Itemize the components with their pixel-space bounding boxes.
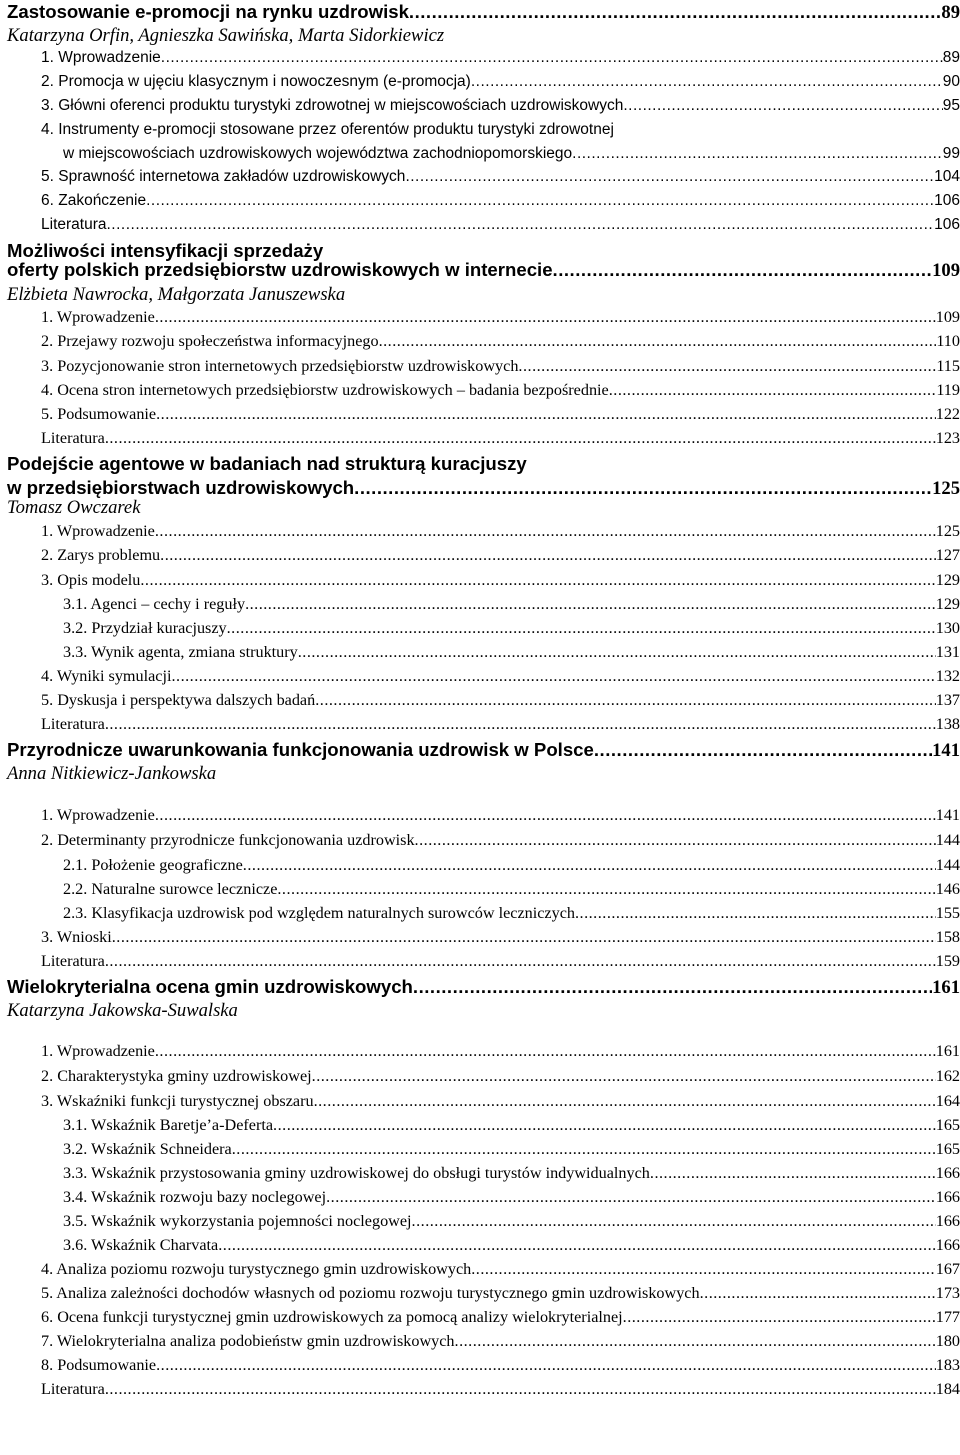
toc-subentry — [0, 594, 960, 614]
toc-entry — [0, 72, 960, 92]
toc-entry — [0, 331, 960, 351]
toc-subentry — [0, 1235, 960, 1255]
dot-leader — [218, 1235, 935, 1255]
dot-leader — [156, 404, 936, 424]
chapter-title-page-number: 109 — [932, 260, 960, 281]
toc-entry-page-number: 180 — [935, 1332, 960, 1350]
toc-entry-label: 5. Dyskusja i perspektywa dalszych badań — [41, 691, 316, 709]
dot-leader — [609, 380, 937, 400]
toc-subentry — [0, 879, 960, 899]
chapter-title-label: Możliwości intensyfikacji sprzedaży — [7, 240, 324, 261]
toc-entry-page-number: 90 — [942, 73, 960, 90]
dot-leader — [105, 951, 936, 971]
toc-entry — [0, 167, 960, 187]
chapter-authors — [0, 999, 960, 1023]
toc-entry — [0, 1307, 960, 1327]
toc-entry-page-number: 89 — [942, 49, 960, 66]
dot-leader — [156, 1355, 936, 1375]
toc-subentry-page-number: 131 — [935, 643, 960, 661]
toc-entry-label: 1. Wprowadzenie — [41, 1042, 155, 1060]
toc-entry-label: 3. Pozycjonowanie stron internetowych przedsiębiorstw uzdrowiskowych — [41, 357, 519, 375]
toc-entry-label: 4. Wyniki symulacji — [41, 667, 172, 685]
chapter-title — [0, 452, 960, 476]
toc-entry-label: 5. Analiza zależności dochodów własnych od poziomu rozwoju turystycznego gmin uzdrowiskowych — [41, 1284, 700, 1302]
toc-entry — [0, 666, 960, 686]
toc-entry — [0, 1331, 960, 1351]
toc-entry-page-number: 132 — [935, 667, 960, 685]
dot-leader — [455, 1331, 936, 1351]
toc-entry-page-number: 110 — [936, 332, 960, 350]
toc-entry-page-number: 173 — [935, 1284, 960, 1302]
toc-entry-page-number: 122 — [935, 405, 960, 423]
toc-entry — [0, 1355, 960, 1375]
dot-leader — [155, 805, 936, 825]
toc-entry-label: 6. Ocena funkcji turystycznej gmin uzdrowiskowych za pomocą analizy wielokryterialnej — [41, 1308, 623, 1326]
toc-entry — [0, 1091, 960, 1111]
toc-entry-page-number: 106 — [934, 216, 960, 233]
dot-leader — [155, 521, 936, 541]
chapter-title-label: Wielokryterialna ocena gmin uzdrowiskowych — [7, 976, 413, 997]
toc-subentry-label: 2.1. Położenie geograficzne — [63, 856, 243, 874]
dot-leader — [106, 215, 934, 235]
toc-subentry — [0, 1139, 960, 1159]
toc-entry-page-number: 158 — [935, 928, 960, 946]
toc-entry-page-number: 119 — [936, 381, 960, 399]
toc-entry-label: 4. Ocena stron internetowych przedsiębiorstw uzdrowiskowych – badania bezpośrednie — [41, 381, 609, 399]
toc-entry — [0, 521, 960, 541]
toc-entry-page-number: 138 — [935, 715, 960, 733]
dot-leader — [105, 428, 936, 448]
toc-entry-page-number: 106 — [934, 192, 960, 209]
dot-leader — [471, 72, 943, 92]
toc-entry-label: 6. Zakończenie — [41, 192, 147, 209]
dot-leader — [298, 642, 936, 662]
toc-entry — [0, 830, 960, 850]
toc-subentry-label: 3.4. Wskaźnik rozwoju bazy noclegowej — [63, 1188, 327, 1206]
toc-entry-label: 5. Podsumowanie — [41, 405, 157, 423]
toc-entry-page-number: 137 — [935, 691, 960, 709]
chapter-title-page-number: 89 — [941, 2, 960, 23]
toc-entry — [0, 805, 960, 825]
toc-entry-label: 4. Instrumenty e-promocji stosowane przez oferentów produktu turystyki zdrowotnej — [41, 121, 614, 138]
toc-entry — [0, 1259, 960, 1279]
toc-subentry-page-number: 165 — [935, 1116, 960, 1134]
dot-leader — [273, 1115, 936, 1135]
toc-subentry — [0, 618, 960, 638]
dot-leader — [575, 903, 936, 923]
toc-entry — [0, 570, 960, 590]
toc-entry-label: 5. Sprawność internetowa zakładów uzdrowiskowych — [41, 168, 406, 185]
dot-leader — [409, 0, 941, 24]
chapter-title-label: Podejście agentowe w badaniach nad strukturą kuracjuszy — [7, 453, 527, 474]
toc-entry-page-number: 183 — [935, 1356, 960, 1374]
toc-subentry — [0, 1115, 960, 1135]
toc-entry — [0, 120, 960, 140]
toc-subentry-label: 3.3. Wynik agenta, zmiana struktury — [63, 643, 298, 661]
dot-leader — [312, 1066, 936, 1086]
chapter-authors-label: Katarzyna Jakowska-Suwalska — [7, 1000, 238, 1021]
toc-entry-page-number: 161 — [935, 1042, 960, 1060]
dot-leader — [232, 1139, 936, 1159]
toc-subentry-page-number: 146 — [935, 880, 960, 898]
chapter-authors-label: Anna Nitkiewicz-Jankowska — [7, 763, 217, 784]
toc-entry-label: 2. Promocja w ujęciu klasycznym i nowoczesnym (e-promocja) — [41, 73, 471, 90]
chapter-title-label: Przyrodnicze uwarunkowania funkcjonowania uzdrowisk w Polsce — [7, 739, 594, 760]
dot-leader — [623, 1307, 936, 1327]
chapter-title-page-number: 141 — [932, 740, 960, 761]
toc-entry-label: 1. Wprowadzenie — [41, 308, 155, 326]
chapter-title — [0, 258, 960, 283]
dot-leader — [245, 594, 936, 614]
dot-leader — [471, 1259, 935, 1279]
toc-subentry — [0, 1163, 960, 1183]
chapter-title-label: Zastosowanie e-promocji na rynku uzdrowisk — [7, 1, 409, 22]
toc-entry-label: 4. Analiza poziomu rozwoju turystycznego gmin uzdrowiskowych — [41, 1260, 472, 1278]
toc-entry — [0, 144, 960, 164]
dot-leader — [315, 690, 936, 710]
toc-entry — [0, 690, 960, 710]
toc-entry-label: 1. Wprowadzenie — [41, 49, 161, 66]
toc-subentry-label: 3.3. Wskaźnik przystosowania gminy uzdrowiskowej do obsługi turystów indywidualnych — [63, 1164, 650, 1182]
dot-leader — [700, 1283, 936, 1303]
dot-leader — [243, 855, 936, 875]
toc-subentry — [0, 903, 960, 923]
chapter-authors-label: Tomasz Owczarek — [7, 497, 141, 518]
toc-entry-label: Literatura — [41, 1380, 105, 1398]
toc-entry-page-number: 184 — [935, 1380, 960, 1398]
dot-leader — [140, 570, 935, 590]
toc-subentry-page-number: 144 — [935, 856, 960, 874]
toc-entry-label: 2. Determinanty przyrodnicze funkcjonowania uzdrowisk — [41, 831, 415, 849]
toc-entry-label: 1. Wprowadzenie — [41, 806, 155, 824]
chapter-authors — [0, 283, 960, 307]
toc-entry-page-number: 129 — [935, 571, 960, 589]
toc-entry-label: 3. Opis modelu — [41, 571, 141, 589]
toc-entry-label: Literatura — [41, 216, 107, 233]
toc-entry-page-number: 167 — [935, 1260, 960, 1278]
toc-subentry-page-number: 165 — [935, 1140, 960, 1158]
toc-entry — [0, 1379, 960, 1399]
dot-leader — [594, 738, 932, 762]
toc-subentry-page-number: 130 — [935, 619, 960, 637]
dot-leader — [105, 1379, 936, 1399]
toc-subentry-label: 2.3. Klasyfikacja uzdrowisk pod względem naturalnych surowców leczniczych — [63, 904, 575, 922]
toc-entry-label: 2. Przejawy rozwoju społeczeństwa informacyjnego — [41, 332, 379, 350]
chapter-title — [0, 738, 960, 763]
dot-leader — [171, 666, 935, 686]
toc-entry — [0, 356, 960, 376]
dot-leader — [161, 48, 943, 68]
toc-subentry-page-number: 166 — [935, 1188, 960, 1206]
toc-entry-label: 3. Wnioski — [41, 928, 112, 946]
toc-subentry-label: 3.1. Wskaźnik Baretje’a-Deferta — [63, 1116, 274, 1134]
toc-entry-page-number: 95 — [942, 97, 960, 114]
toc-entry-page-number: 177 — [935, 1308, 960, 1326]
chapter-title-page-number: 125 — [932, 478, 960, 499]
dot-leader — [112, 927, 936, 947]
dot-leader — [146, 191, 934, 211]
toc-entry-page-number: 104 — [934, 168, 960, 185]
toc-entry — [0, 714, 960, 734]
toc-entry — [0, 48, 960, 68]
dot-leader — [326, 1187, 936, 1207]
toc-entry — [0, 1041, 960, 1061]
toc-subentry — [0, 642, 960, 662]
chapter-title-label: w przedsiębiorstwach uzdrowiskowych — [7, 477, 355, 498]
toc-entry-page-number: 159 — [935, 952, 960, 970]
toc-entry — [0, 215, 960, 235]
toc-entry-page-number: 109 — [935, 308, 960, 326]
toc-subentry-page-number: 166 — [935, 1164, 960, 1182]
toc-subentry — [0, 1187, 960, 1207]
chapter-title-label: oferty polskich przedsiębiorstw uzdrowiskowych w internecie — [7, 259, 553, 280]
dot-leader — [415, 830, 936, 850]
toc-subentry-label: 3.2. Wskaźnik Schneidera — [63, 1140, 232, 1158]
chapter-authors — [0, 762, 960, 786]
toc-entry-page-number: 127 — [935, 546, 960, 564]
dot-leader — [155, 307, 936, 327]
toc-entry-page-number: 141 — [935, 806, 960, 824]
dot-leader — [572, 144, 943, 164]
toc-subentry-page-number: 129 — [935, 595, 960, 613]
toc-subentry-page-number: 166 — [935, 1236, 960, 1254]
toc-entry — [0, 1283, 960, 1303]
chapter-title — [0, 0, 960, 25]
toc-entry — [0, 380, 960, 400]
toc-entry-label: Literatura — [41, 715, 105, 733]
toc-entry-label: 3. Wskaźniki funkcji turystycznej obszaru — [41, 1092, 314, 1110]
dot-leader — [277, 879, 935, 899]
toc-subentry-label: 3.6. Wskaźnik Charvata — [63, 1236, 219, 1254]
toc-entry-label: w miejscowościach uzdrowiskowych województwa zachodniopomorskiego — [63, 145, 573, 162]
toc-entry-page-number: 125 — [935, 522, 960, 540]
dot-leader — [623, 96, 942, 116]
toc-entry-page-number: 164 — [935, 1092, 960, 1110]
chapter-authors — [0, 496, 960, 520]
toc-entry-label: 2. Charakterystyka gminy uzdrowiskowej — [41, 1067, 312, 1085]
dot-leader — [160, 545, 936, 565]
chapter-title — [0, 975, 960, 1000]
dot-leader — [105, 714, 936, 734]
toc-entry — [0, 428, 960, 448]
toc-entry — [0, 96, 960, 116]
chapter-authors-label: Elżbieta Nawrocka, Małgorzata Januszewska — [7, 284, 346, 305]
toc-entry — [0, 545, 960, 565]
toc-entry — [0, 404, 960, 424]
toc-entry — [0, 927, 960, 947]
toc-entry-page-number: 99 — [942, 145, 960, 162]
dot-leader — [379, 331, 937, 351]
toc-entry-page-number: 144 — [935, 831, 960, 849]
toc-entry-label: 2. Zarys problemu — [41, 546, 161, 564]
toc-entry-label: Literatura — [41, 429, 105, 447]
dot-leader — [413, 975, 932, 999]
toc-entry-label: 7. Wielokryterialna analiza podobieństw gmin uzdrowiskowych — [41, 1332, 455, 1350]
chapter-title-page-number: 161 — [932, 977, 960, 998]
toc-subentry — [0, 855, 960, 875]
toc-entry — [0, 951, 960, 971]
toc-subentry-label: 3.1. Agenci – cechy i reguły — [63, 595, 246, 613]
toc-subentry-label: 3.2. Przydział kuracjuszy — [63, 619, 227, 637]
dot-leader — [518, 356, 936, 376]
toc-entry-label: 1. Wprowadzenie — [41, 522, 155, 540]
toc-entry-label: Literatura — [41, 952, 105, 970]
dot-leader — [650, 1163, 936, 1183]
toc-entry-label: 3. Główni oferenci produktu turystyki zdrowotnej w miejscowościach uzdrowiskowych — [41, 97, 624, 114]
toc-entry-page-number: 115 — [936, 357, 960, 375]
toc-entry-page-number: 162 — [935, 1067, 960, 1085]
toc-subentry-label: 2.2. Naturalne surowce lecznicze — [63, 880, 278, 898]
chapter-authors-label: Katarzyna Orfin, Agnieszka Sawińska, Marta Sidorkiewicz — [7, 25, 445, 46]
dot-leader — [405, 167, 934, 187]
dot-leader — [314, 1091, 936, 1111]
toc-subentry-page-number: 166 — [935, 1212, 960, 1230]
toc-entry — [0, 307, 960, 327]
toc-entry — [0, 191, 960, 211]
toc-entry-label: 8. Podsumowanie — [41, 1356, 157, 1374]
toc-subentry — [0, 1211, 960, 1231]
chapter-authors — [0, 24, 960, 48]
dot-leader — [412, 1211, 936, 1231]
toc-entry — [0, 1066, 960, 1086]
dot-leader — [155, 1041, 936, 1061]
dot-leader — [227, 618, 936, 638]
toc-subentry-page-number: 155 — [935, 904, 960, 922]
toc-subentry-label: 3.5. Wskaźnik wykorzystania pojemności noclegowej — [63, 1212, 412, 1230]
toc-entry-page-number: 123 — [935, 429, 960, 447]
dot-leader — [553, 258, 933, 282]
